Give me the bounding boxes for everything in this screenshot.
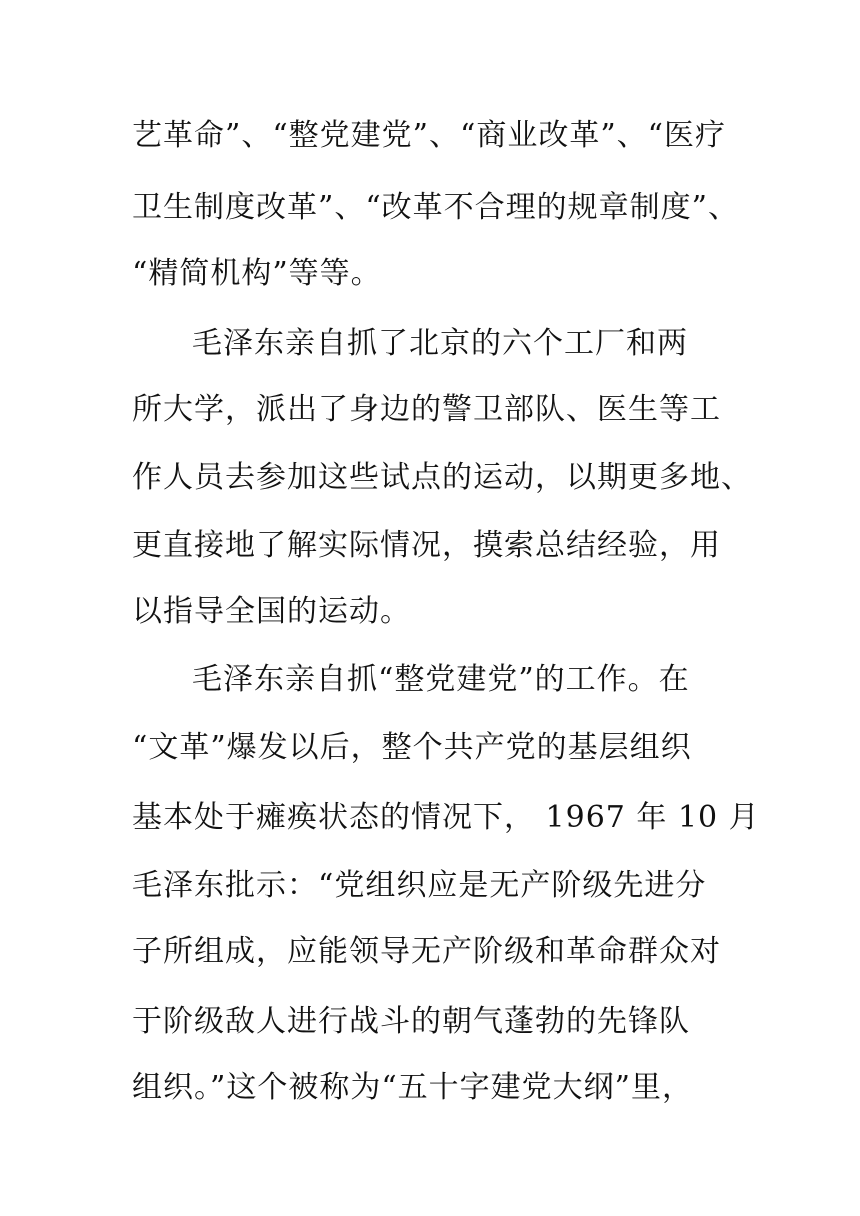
text-line: “文革”爆发以后，整个共产党的基层组织 [132,730,692,765]
text-line: 艺革命”、“整党建党”、“商业改革”、“医疗 [132,118,727,153]
text-line: 更直接地了解实际情况，摸索总结经验，用 [132,528,721,563]
text-line: 子所组成，应能领导无产阶级和革命群众对 [132,934,721,969]
text-line: “精简机构”等等。 [132,256,382,291]
text-line: 于阶级敌人进行战斗的朝气蓬勃的先锋队 [132,1004,690,1039]
text-line: 作人员去参加这些试点的运动，以期更多地、 [132,460,752,495]
text-line: 卫生制度改革”、“改革不合理的规章制度”、 [132,190,740,225]
text-line: 毛泽东批示：“党组织应是无产阶级先进分 [132,868,707,903]
paragraph-first-line: 毛泽东亲自抓“整党建党”的工作。在 [192,662,690,697]
text-line: 基本处于瘫痪状态的情况下， 1967 年 10 月 [132,800,760,835]
text-line: 组织。”这个被称为“五十字建党大纲”里， [132,1070,694,1105]
paragraph-first-line: 毛泽东亲自抓了北京的六个工厂和两 [192,326,688,361]
text-line: 以指导全国的运动。 [132,594,411,629]
text-line: 所大学，派出了身边的警卫部队、医生等工 [132,392,721,427]
